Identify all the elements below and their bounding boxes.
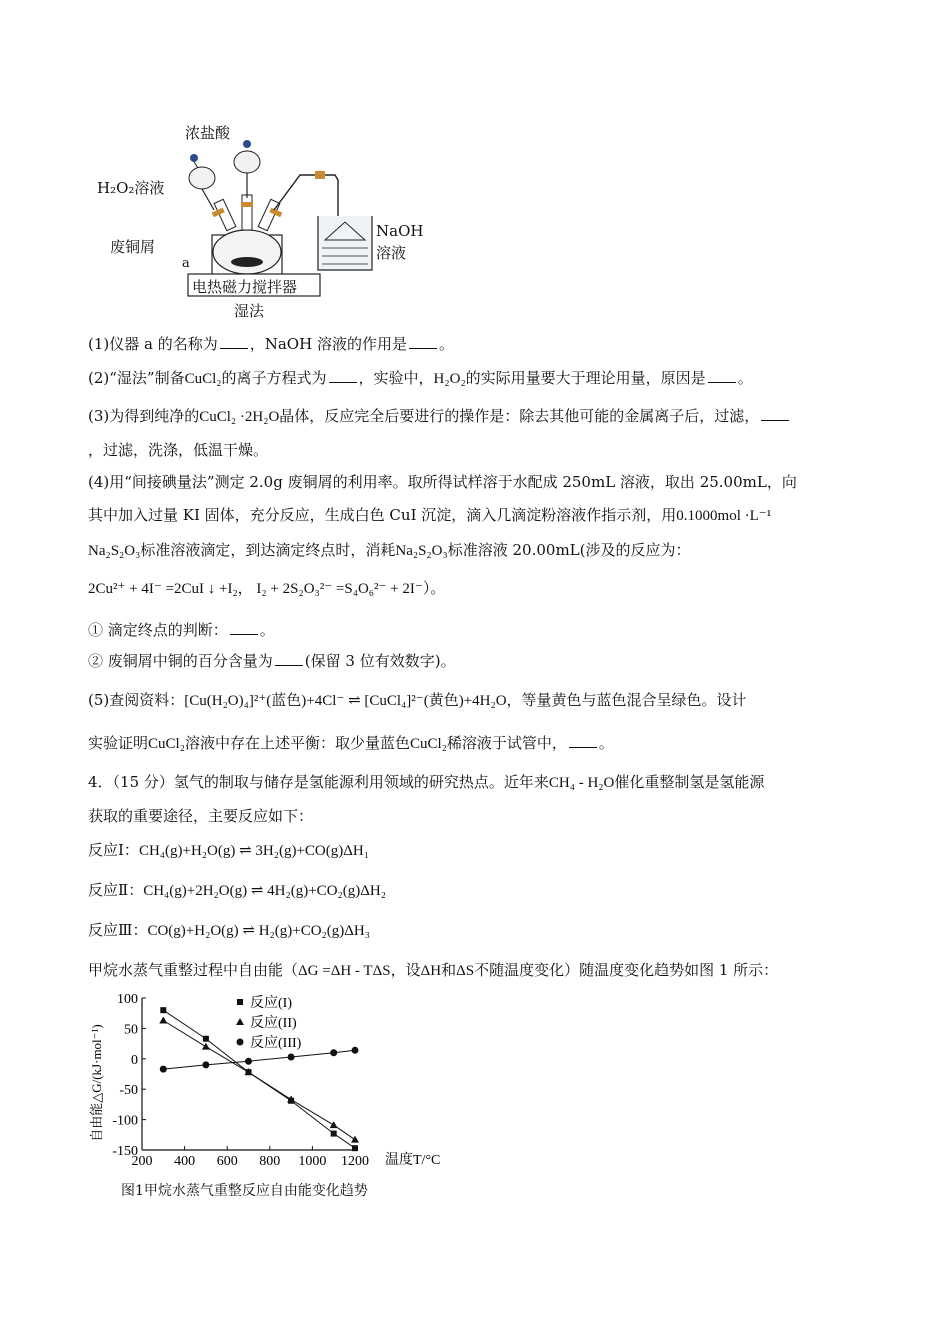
reaction-1: 反应Ⅰ：CH₄(g)+H₂O(g) ⇌ 3H₂(g)+CO(g)ΔH₁	[88, 841, 369, 859]
problem-4-line-1: 4．（15 分）氢气的制取与储存是氢能源利用领域的研究热点。近年来CH₄ - H₂O催化重整制氢是氢能源	[88, 773, 765, 791]
x-tick-label: 200	[131, 1154, 153, 1169]
series-line-3	[163, 1050, 355, 1069]
data-point-triangle	[202, 1043, 210, 1050]
question-4-line-2: 其中加入过量 KI 固体，充分反应，生成白色 CuI 沉淀，滴入几滴淀粉溶液作指示剂，用0.1000mol ·L⁻¹	[88, 506, 772, 524]
data-point-triangle	[351, 1136, 359, 1143]
data-point-square	[331, 1131, 337, 1137]
x-tick-label: 400	[174, 1154, 196, 1169]
x-tick-label: 1200	[341, 1154, 369, 1169]
legend-label: 反应(III)	[250, 1036, 302, 1051]
free-energy-chart	[85, 988, 465, 1178]
data-point-circle	[202, 1061, 209, 1068]
data-point-circle	[245, 1058, 252, 1065]
label-h2o2-solution: H₂O₂溶液	[97, 179, 165, 197]
x-tick-label: 1000	[298, 1154, 327, 1169]
problem-4-line-2: 获取的重要途径，主要反应如下：	[88, 807, 314, 825]
label-instrument-a: a	[182, 256, 190, 271]
y-tick-label: -150	[112, 1144, 138, 1159]
question-2: (2)“湿法”制备CuCl₂的离子方程式为 ，实验中，H₂O₂的实际用量要大于理论用量，原因是 。	[88, 369, 753, 387]
label-naoh: NaOH	[376, 222, 424, 240]
question-4-sub-2: ② 废铜屑中铜的百分含量为 (保留 3 位有效数字)。	[88, 652, 456, 670]
data-point-circle	[160, 1066, 167, 1073]
y-tick-label: 0	[131, 1052, 138, 1068]
data-point-triangle	[330, 1121, 338, 1128]
data-point-circle	[352, 1047, 359, 1054]
legend-marker-square	[237, 999, 243, 1005]
data-point-triangle	[159, 1016, 167, 1023]
y-tick-label: -100	[112, 1113, 138, 1129]
question-4-line-1: (4)用“间接碘量法”测定 2.0g 废铜屑的利用率。取所得试样溶于水配成 250mL 溶液，取出 25.00mL，向	[88, 473, 797, 491]
y-tick-label: -50	[119, 1083, 138, 1099]
data-point-circle	[288, 1053, 295, 1060]
y-tick-label: 100	[117, 992, 138, 1007]
legend-label: 反应(II)	[250, 1016, 297, 1031]
legend-label: 反应(I)	[250, 996, 292, 1011]
figure-1-caption: 图1甲烷水蒸气重整反应自由能变化趋势	[121, 1183, 368, 1199]
x-axis-label: 温度T/°C	[385, 1153, 441, 1168]
legend-marker-triangle	[236, 1018, 244, 1025]
label-magnetic-stirrer: 电热磁力搅拌器	[192, 278, 298, 296]
question-3-line-2: ，过滤，洗涤，低温干燥。	[88, 441, 269, 459]
x-tick-label: 800	[259, 1154, 281, 1169]
problem-4-line-6: 甲烷水蒸气重整过程中自由能（ΔG =ΔH - TΔS，设ΔH和ΔS不随温度变化）随温度变化趋势如图 1 所示：	[88, 961, 779, 979]
data-point-circle	[330, 1049, 337, 1056]
question-5-line-2: 实验证明CuCl₂溶液中存在上述平衡：取少量蓝色CuCl₂稀溶液于试管中， 。	[88, 734, 614, 752]
y-tick-label: 50	[124, 1022, 138, 1038]
label-copper-scrap: 废铜屑	[110, 238, 156, 256]
legend-marker-circle	[237, 1039, 244, 1046]
label-naoh-solution: 溶液	[376, 244, 407, 262]
data-point-square	[352, 1145, 358, 1151]
question-3-line-1: (3)为得到纯净的CuCl₂ ·2H₂O晶体，反应完全后要进行的操作是：除去其他可能的金属离子后，过滤，	[88, 406, 791, 427]
question-5-line-1: (5)查阅资料：[Cu(H₂O)₄]²⁺(蓝色)+4Cl⁻ ⇌ [CuCl₄]²⁻(黄色)+4H₂O，等量黄色与蓝色混合呈绿色。设计	[88, 691, 747, 709]
question-4-sub-1: ① 滴定终点的判断： 。	[88, 621, 275, 639]
reaction-2: 反应Ⅱ：CH₄(g)+2H₂O(g) ⇌ 4H₂(g)+CO₂(g)ΔH₂	[88, 881, 386, 899]
question-4-equations: 2Cu²⁺ + 4I⁻ =2CuI ↓ +I₂， I₂ + 2S₂O₃²⁻ =S₄O₆²⁻ + 2I⁻）。	[88, 579, 446, 597]
reaction-3: 反应Ⅲ：CO(g)+H₂O(g) ⇌ H₂(g)+CO₂(g)ΔH₃	[88, 921, 370, 939]
label-conc-hcl: 浓盐酸	[185, 124, 231, 142]
data-point-square	[203, 1036, 209, 1042]
question-1: (1)仪器 a 的名称为 ，NaOH 溶液的作用是 。	[88, 335, 454, 353]
data-point-square	[160, 1007, 166, 1013]
apparatus-caption: 湿法	[234, 302, 265, 320]
question-4-line-3: Na₂S₂O₃标准溶液滴定，到达滴定终点时，消耗Na₂S₂O₃标准溶液 20.00mL(涉及的反应为：	[88, 541, 691, 559]
x-tick-label: 600	[216, 1154, 238, 1169]
y-axis-label: 自由能△G/(kJ·mol⁻¹)	[89, 1024, 104, 1142]
